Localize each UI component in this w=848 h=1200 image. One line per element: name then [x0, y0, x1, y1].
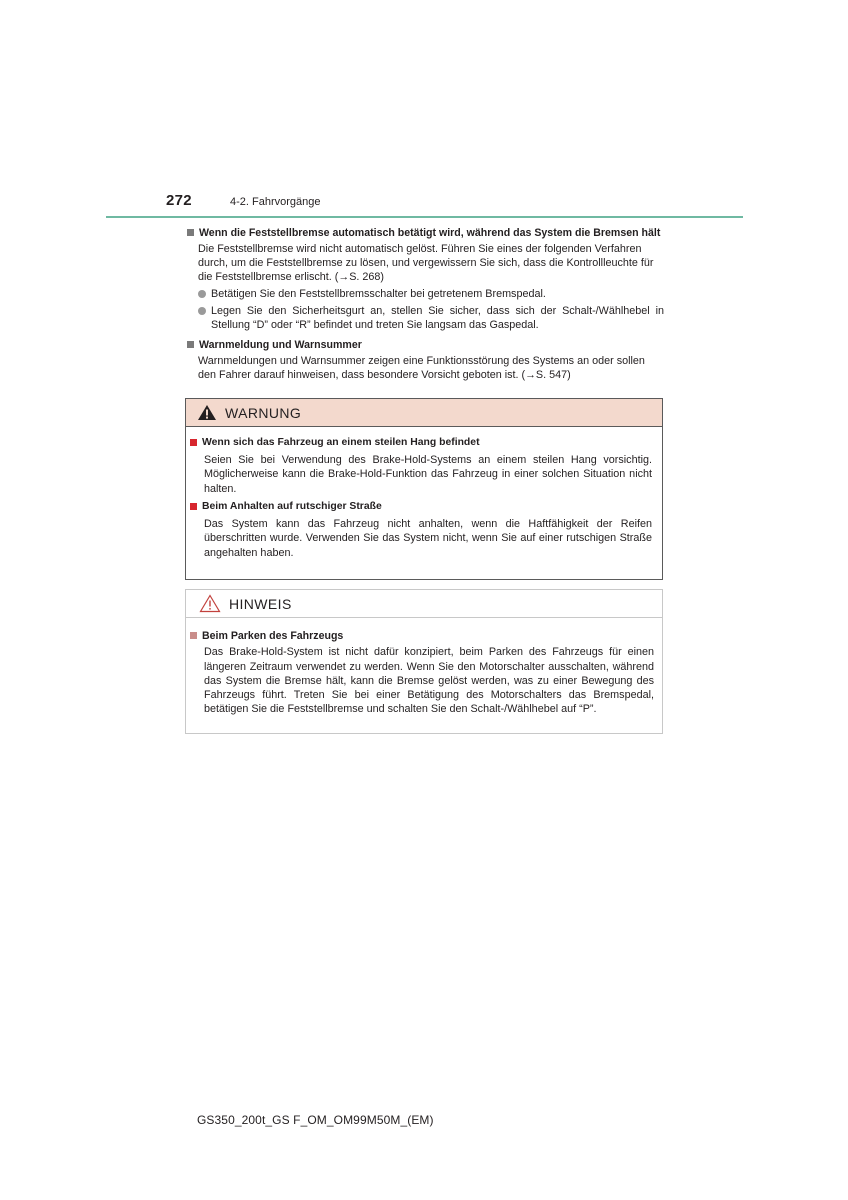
square-bullet-icon	[190, 632, 197, 639]
footer-doc-code: GS350_200t_GS F_OM_OM99M50M_(EM)	[197, 1113, 434, 1127]
main-content	[186, 226, 664, 382]
page-number: 272	[166, 192, 192, 209]
list-item	[198, 304, 664, 332]
subheading-text: Wenn sich das Fahrzeug an einem steilen Hang befindet	[202, 437, 480, 448]
square-bullet-icon	[187, 341, 194, 348]
warning-box	[185, 398, 663, 580]
square-bullet-icon	[190, 439, 197, 446]
notice-subheading	[189, 629, 654, 643]
warning-title: WARNUNG	[225, 404, 302, 421]
subheading-parking-brake	[186, 226, 664, 240]
notice-title: HINWEIS	[229, 595, 292, 612]
circle-bullet-icon	[198, 307, 206, 315]
warning-subheading	[189, 500, 652, 515]
paragraph: Warnmeldungen und Warnsummer zeigen eine Funktionsstörung des Systems an oder sollen den Fahrer darauf hinweisen, dass besondere Vorsicht geboten ist. (→S. 547)	[198, 355, 645, 381]
warning-header	[186, 399, 662, 427]
header-rule	[106, 216, 743, 218]
subheading-text: Beim Parken des Fahrzeugs	[202, 630, 344, 642]
circle-bullet-icon	[198, 290, 206, 298]
square-bullet-icon	[190, 503, 197, 510]
subheading-warning-messages	[186, 338, 664, 352]
paragraph: Das System kann das Fahrzeug nicht anhalten, wenn die Haftfähigkeit der Reifen überschritten wurde. Verwenden Sie das System nicht, wenn Sie auf einer rutschigen Straße angehalten haben.	[204, 517, 652, 559]
notice-body	[186, 618, 662, 717]
list-item	[198, 287, 664, 301]
caution-triangle-icon	[199, 594, 221, 613]
list-item-text: Betätigen Sie den Feststellbremsschalter bei getretenem Bremspedal.	[211, 288, 546, 300]
warning-subheading	[189, 436, 652, 451]
list-item-text: Legen Sie den Sicherheitsgurt an, stellen Sie sicher, dass sich der Schalt-/Wählhebel in Stellung “D” oder “R” befindet und treten Sie langsam das Gaspedal.	[211, 305, 664, 331]
notice-box	[185, 589, 663, 734]
notice-header	[186, 590, 662, 618]
subheading-text: Beim Anhalten auf rutschiger Straße	[202, 501, 382, 512]
paragraph: Das Brake-Hold-System ist nicht dafür konzipiert, beim Parken des Fahrzeugs für einen längeren Zeitraum verwendet zu werden. Wenn Sie den Motorschalter ausschalten, während das System die Bremse hält, kann die Bremse gelöst werden, was zu einer Bewegung des Fahrzeugs führt. Treten Sie bei einer Betätigung des Motorschalters das Bremspedal, betätigen Sie die Feststellbremse und schalten Sie den Schalt-/Wählhebel auf “P”.	[204, 646, 654, 716]
warning-body	[186, 427, 662, 560]
warning-triangle-icon	[197, 404, 217, 421]
subheading-text: Warnmeldung und Warnsummer	[199, 339, 362, 351]
paragraph: Die Feststellbremse wird nicht automatisch gelöst. Führen Sie eines der folgenden Verfahren durch, um die Feststellbremse zu lösen, und vergewissern Sie sich, dass die Kontrollleuchte für die Feststellbremse erlischt. (→S. 268)	[198, 243, 654, 283]
section-title: 4-2. Fahrvorgänge	[230, 196, 321, 208]
paragraph: Seien Sie bei Verwendung des Brake-Hold-Systems an einem steilen Hang vorsichtig. Möglicherweise kann die Brake-Hold-Funktion das Fahrzeug in einer solchen Situation nicht halten.	[204, 453, 652, 495]
subheading-text: Wenn die Feststellbremse automatisch betätigt wird, während das System die Bremsen hält	[199, 227, 661, 239]
square-bullet-icon	[187, 229, 194, 236]
